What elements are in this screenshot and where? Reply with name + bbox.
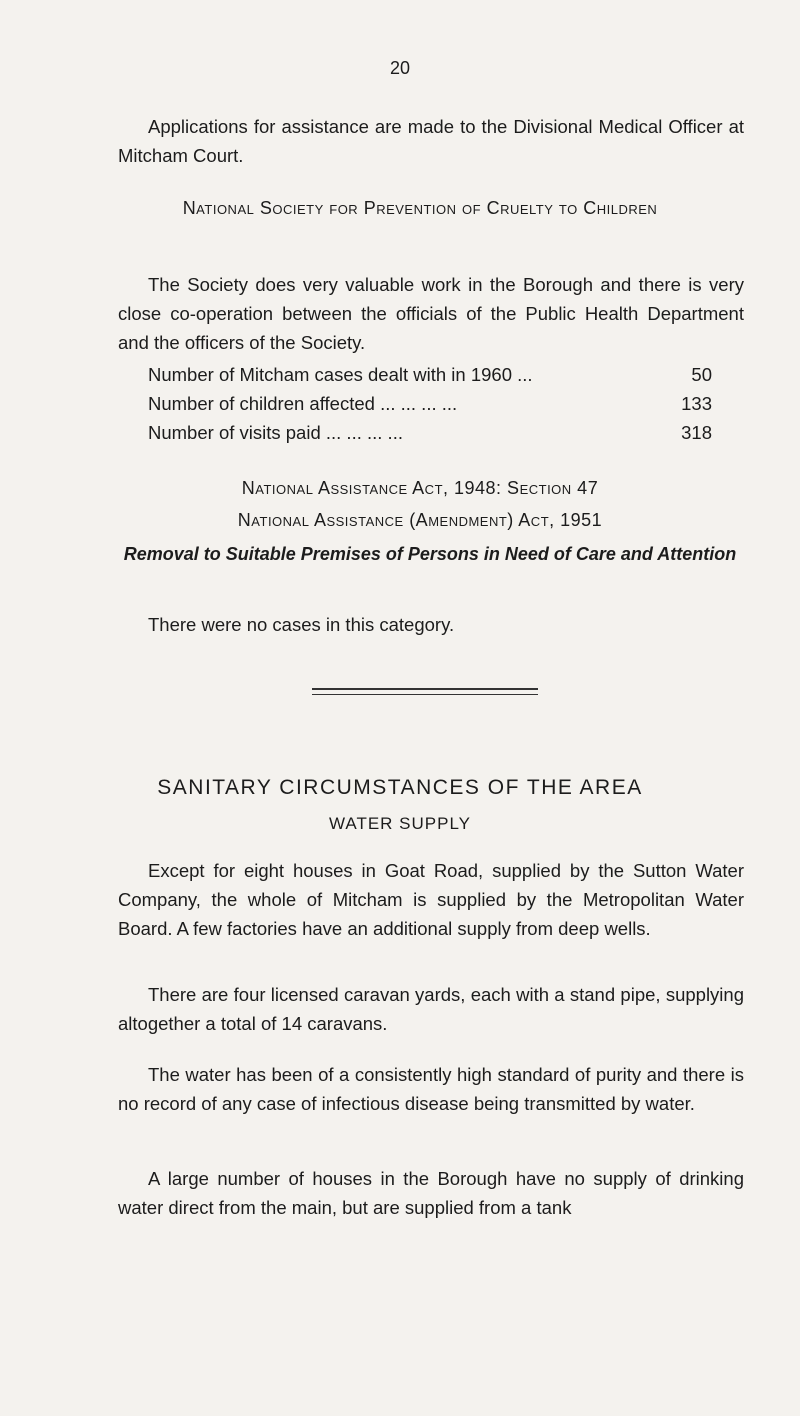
page-number: 20 bbox=[389, 58, 411, 78]
water-paragraph-2: There are four licensed caravan yards, each with a stand pipe, supplying altogether a total of 14 caravans. bbox=[118, 984, 744, 1034]
water-paragraph-4: A large number of houses in the Borough have no supply of drinking water direct from the main, but are supplied from a tank bbox=[118, 1168, 744, 1218]
stat-row bbox=[148, 418, 712, 447]
stat-row bbox=[148, 389, 712, 418]
no-cases-paragraph: There were no cases in this category. bbox=[148, 614, 455, 635]
removal-subheading: Removal to Suitable Premises of Persons in Need of Care and Attention bbox=[123, 544, 737, 564]
section-divider bbox=[312, 688, 538, 695]
nspcc-paragraph: The Society does very valuable work in the Borough and there is very close co-operation between the officials of the Public Health Department and the officers of the Society. bbox=[118, 274, 744, 353]
national-assistance-heading-2: National Assistance (Amendment) Act, 1951 bbox=[237, 510, 603, 530]
water-paragraph-3: The water has been of a consistently high standard of purity and there is no record of any case of infectious disease being transmitted by water. bbox=[118, 1064, 744, 1114]
stat-row bbox=[148, 360, 712, 389]
stat-label: Number of children affected ... ... ... ... bbox=[148, 393, 458, 414]
national-assistance-heading-1: National Assistance Act, 1948: Section 47 bbox=[241, 478, 599, 498]
intro-paragraph: Applications for assistance are made to the Divisional Medical Officer at Mitcham Court. bbox=[118, 116, 744, 166]
water-paragraph-1: Except for eight houses in Goat Road, supplied by the Sutton Water Company, the whole of Mitcham is supplied by the Metropolitan Water Board. A few factories have an additional supply from deep wells. bbox=[118, 860, 744, 939]
nspcc-stats-table bbox=[148, 360, 712, 447]
sanitary-section-title: SANITARY CIRCUMSTANCES OF THE AREA bbox=[157, 776, 643, 799]
stat-value: 50 bbox=[691, 364, 712, 385]
water-supply-subtitle: WATER SUPPLY bbox=[328, 814, 472, 833]
stat-label: Number of visits paid ... ... ... ... bbox=[148, 422, 403, 443]
stat-label: Number of Mitcham cases dealt with in 1960 ... bbox=[148, 364, 533, 385]
nspcc-heading: National Society for Prevention of Cruelty to Children bbox=[182, 198, 658, 218]
stat-value: 318 bbox=[681, 422, 712, 443]
stat-value: 133 bbox=[681, 393, 712, 414]
